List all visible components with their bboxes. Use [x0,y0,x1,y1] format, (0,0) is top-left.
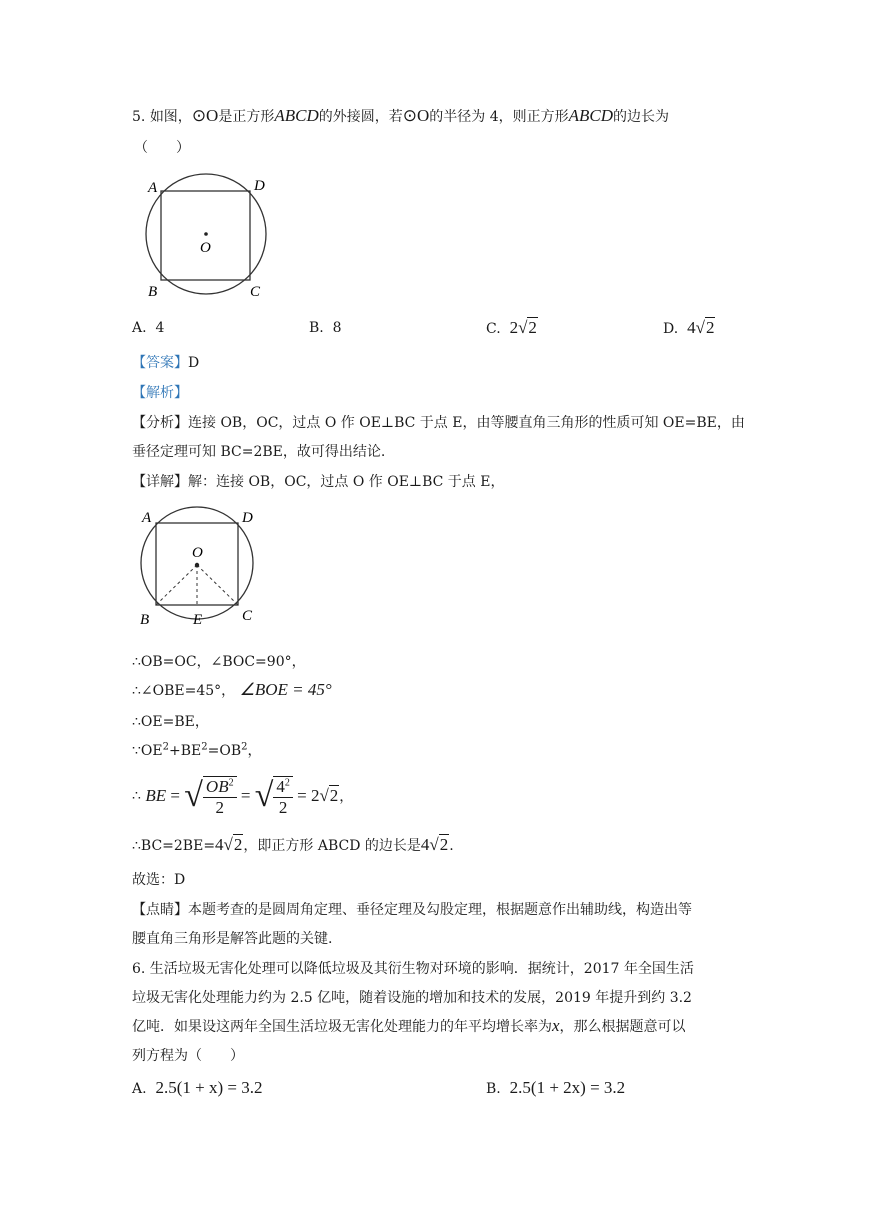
dianjing-tag: 【点睛】 [132,902,188,918]
label-a: A [148,180,158,196]
sqrt-symbol: √2 [319,786,339,805]
q6-text: 亿吨．如果设这两年全国生活垃圾无害化处理能力的年平均增长率为 [132,1019,552,1035]
sup: 2 [241,741,248,753]
q6-line2: 垃圾无害化处理能力约为 2.5 亿吨，随着设施的增加和技术的发展，2019 年提升到约 3.2 [132,990,692,1006]
dashed-ob [156,565,197,605]
option-letter: D. [663,321,679,337]
fenxi-text: 连接 OB，OC，过点 O 作 OE⊥BC 于点 E，由等腰直角三角形的性质可知 OE=BE，由 [188,415,745,431]
math-abcd: ABCD [568,106,614,125]
label-d: D [242,510,253,526]
radicand-frac [273,776,293,818]
fenxi-line2: 垂径定理可知 BC=2BE，故可得出结论. [132,444,386,460]
option-letter: B. [309,320,324,336]
q5-text: 的外接圆，若 [318,109,403,125]
fraction [203,777,237,818]
sqrt-symbol: √2 [223,835,243,854]
option-expr: 2.5(1 + 2x) = 3.2 [509,1078,626,1097]
q6-line3 [132,1016,686,1036]
step6 [132,835,454,855]
option-letter: C. [486,321,501,337]
step6-text: ∴BC=2BE= [132,838,216,854]
radicand: 2 [439,835,449,854]
fenxi-tag: 【分析】 [132,415,188,431]
denominator: 2 [215,798,224,817]
label-c: C [242,608,253,624]
radicand: 2 [705,318,715,337]
option-b [309,320,342,336]
step4-part: =OB [207,743,242,759]
sqrt-symbol: √2 [518,318,537,337]
option-a [132,320,164,336]
q6-option-a [132,1078,262,1098]
option-c [486,318,538,338]
sup: 2 [228,777,234,789]
figure-circle-square-dashed [134,502,262,630]
q6-line1: 6. 生活垃圾无害化处理可以降低垃圾及其衍生物对环境的影响．据统计，2017 年全国生活 [132,961,694,977]
option-d [663,318,715,338]
step4 [132,740,261,760]
denominator: 2 [278,798,288,817]
sqrt-symbol: √2 [695,318,715,337]
sqrt-symbol: √ [184,777,203,814]
label-o: O [192,545,203,561]
answer-line [132,352,199,372]
step2 [132,680,332,700]
dianjing-line2: 腰直角三角形是解答此题的关键. [132,931,333,947]
fraction [273,777,293,818]
option-expr: 2.5(1 + x) = 3.2 [155,1078,263,1097]
answer-tag: 【答案】 [132,355,188,371]
numerator: 4 [276,777,285,796]
coef: 4 [420,835,430,854]
label-d: D [254,178,265,194]
choose-line: 故选：D [132,872,186,888]
numerator: OB [205,777,229,796]
label-o: O [200,240,211,256]
radicand: 2 [233,835,243,854]
coef: 4 [215,835,224,854]
figure-circle-square [140,172,280,300]
xiangjie-tag: 【详解】 [132,474,188,490]
option-coef: 2 [509,318,519,337]
step2-math: ∠BOE = 45° [239,680,332,699]
xiangjie-text: 解：连接 OB，OC，过点 O 作 OE⊥BC 于点 E， [188,474,505,490]
dianjing-text: 本题考查的是圆周角定理、垂径定理及勾股定理，根据题意作出辅助线，构造出等 [188,902,692,918]
option-coef: 4 [687,318,696,337]
step4-part: ∵OE [132,743,163,759]
label-e: E [193,612,203,628]
dashed-oc [197,565,238,605]
step3: ∴OE=BE， [132,714,209,730]
option-letter: A. [132,1081,147,1097]
step2-text: ∴∠OBE=45°， [132,683,236,699]
be-term: BE [145,786,167,805]
label-b: B [140,612,150,628]
radicand: 2 [329,786,339,805]
math-x: x [552,1016,560,1035]
q6-text: ，那么根据题意可以 [559,1019,686,1035]
center-point [195,563,199,567]
option-value: 4 [155,320,165,336]
result-coef: 2 [310,786,320,805]
radicand: 2 [528,318,537,337]
option-value: 8 [332,320,342,336]
dianjing-line1 [132,899,692,919]
circle-symbol: ⊙O [191,106,219,125]
q5-text: 是正方形 [218,109,275,125]
center-point [204,232,208,236]
label-b: B [148,284,158,300]
label-c: C [250,284,261,300]
sup: 2 [201,741,208,753]
sup: 2 [162,741,169,753]
option-letter: A. [132,320,147,336]
answer-value: D [188,355,200,371]
radicand-frac [203,776,237,818]
xiangjie-line [132,471,504,491]
q6-line4: 列方程为（ ） [132,1048,244,1064]
q5-paren: （ ） [134,140,190,156]
sup: 2 [284,777,290,789]
step4-part: ， [247,743,262,759]
step1: ∴OB=OC，∠BOC=90°， [132,654,306,670]
analysis-tag: 【解析】 [132,385,188,401]
step4-part: +BE [168,743,202,759]
step5-end: ， [339,789,354,805]
q5-text: 的边长为 [613,109,670,125]
q6-option-b [486,1078,625,1098]
q5-line1 [132,106,669,126]
q5-text: 如图， [149,109,192,125]
sqrt-symbol: √2 [429,835,449,854]
math-abcd: ABCD [274,106,319,125]
label-a: A [142,510,152,526]
option-letter: B. [486,1081,501,1097]
fenxi-line1 [132,412,745,432]
step5: ∴ BE = √ $\frac{OB^2}{2}$ = √ $\frac{4^2}{2}$ = 2 √2 ， [132,777,354,817]
step6-text: ，即正方形 ABCD 的边长是 [243,838,421,854]
q5-text: 的半径为 4，则正方形 [429,109,569,125]
therefore-symbol: ∴ [132,788,141,804]
question-number: 5. [132,109,146,125]
step6-end: . [449,838,454,854]
circle-symbol: ⊙O [402,106,430,125]
sqrt-symbol: √ [254,777,274,814]
